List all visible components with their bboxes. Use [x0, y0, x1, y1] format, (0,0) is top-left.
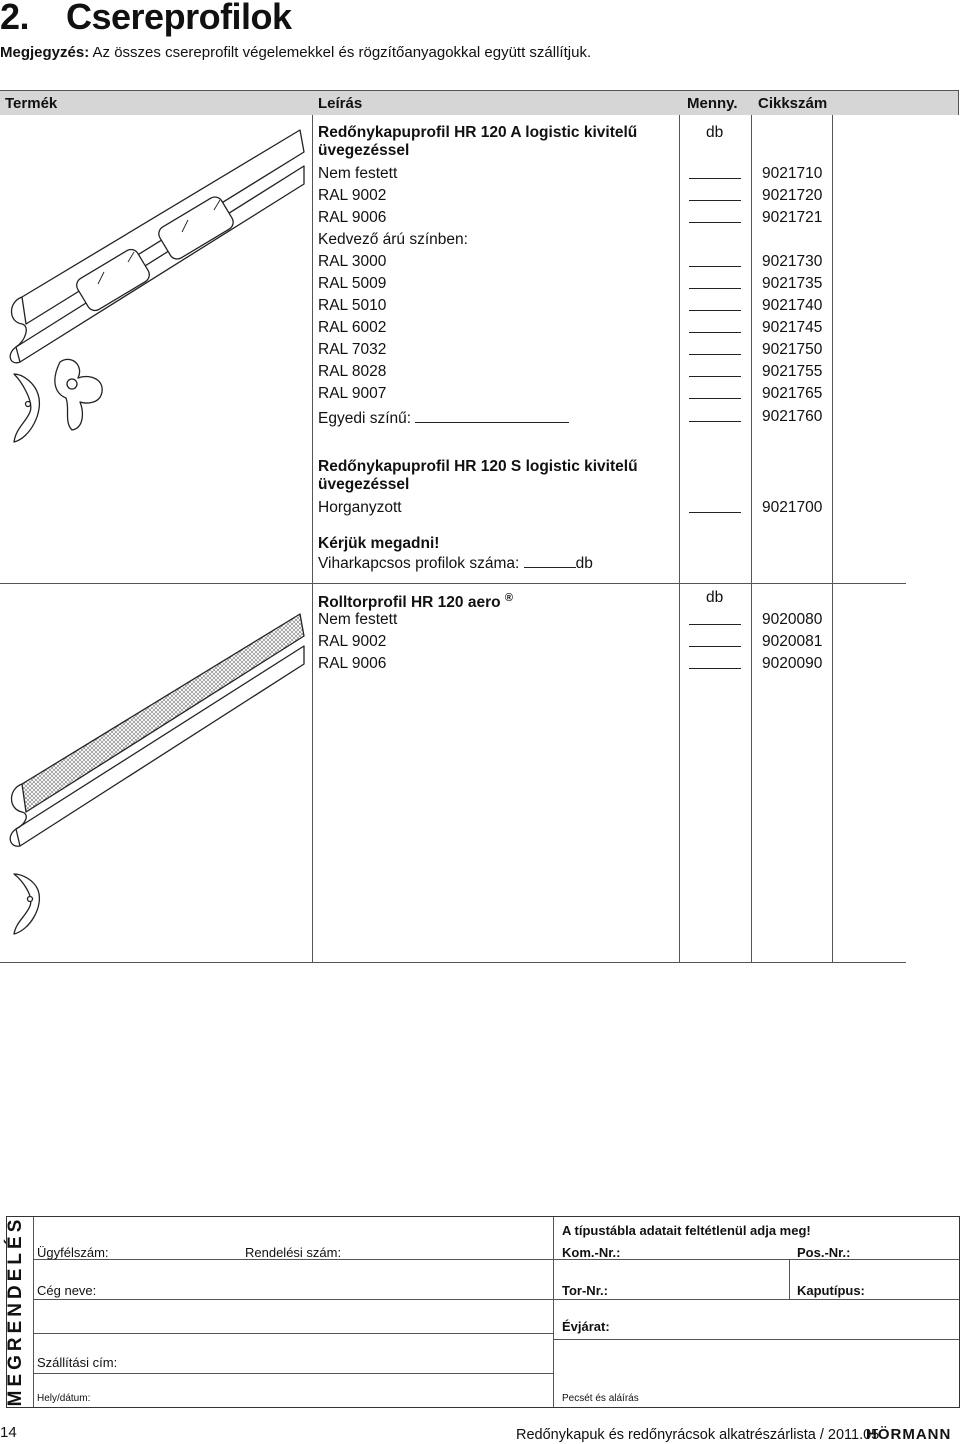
group1-title-line1: Redőnykapuprofil HR 120 A logistic kivitelű: [318, 124, 638, 141]
group2-title-line2: üvegezéssel: [318, 476, 410, 493]
profile-illustration-aero: [0, 584, 312, 944]
group1-quantity-field[interactable]: [689, 207, 741, 223]
group1-row-label: RAL 6002: [318, 319, 387, 336]
form-line: [33, 1333, 553, 1334]
header-description: Leírás: [318, 95, 363, 112]
group3-row-code: 9020081: [762, 633, 823, 650]
storm-text: Viharkapcsos profilok száma:: [318, 555, 520, 572]
group1-unit: db: [706, 124, 724, 141]
group1-quantity-field[interactable]: [689, 383, 741, 399]
group2-quantity-field[interactable]: [689, 497, 741, 513]
plate-note: A típustábla adatait feltétlenül adja meg!: [562, 1223, 811, 1238]
group3-quantity-field[interactable]: [689, 653, 741, 669]
custom-color-field[interactable]: [415, 408, 569, 423]
group2-title-line1: Redőnykapuprofil HR 120 S logistic kivitelű: [318, 458, 638, 475]
group2-row-code: 9021700: [762, 499, 823, 516]
custom-color-label: Egyedi színű:: [318, 410, 412, 427]
pos-nr-label: Pos.-Nr.:: [797, 1245, 851, 1260]
delivery-address-label: Szállítási cím:: [37, 1355, 118, 1370]
group3-title: [318, 589, 513, 612]
storm-profile-count: [318, 553, 593, 573]
request-note: Kérjük megadni!: [318, 535, 440, 552]
group1-row-label: RAL 3000: [318, 253, 387, 270]
group3-row-label: RAL 9006: [318, 655, 387, 672]
column-divider-3: [751, 115, 752, 963]
header-product: Termék: [5, 95, 58, 112]
header-quantity: Menny.: [687, 95, 738, 112]
column-divider-4: [832, 115, 833, 963]
group3-quantity-field[interactable]: [689, 631, 741, 647]
section-title: Csereprofilok: [66, 0, 292, 37]
group1-quantity-field[interactable]: [689, 251, 741, 267]
group3-quantity-field[interactable]: [689, 609, 741, 625]
group1-quantity-field[interactable]: [689, 163, 741, 179]
section-number: 2.: [0, 0, 30, 37]
group1-row-label: RAL 5009: [318, 275, 387, 292]
group2-row-label: Horganyzott: [318, 499, 402, 516]
group1-row-code: 9021721: [762, 209, 823, 226]
group1-title-line2: üvegezéssel: [318, 142, 410, 159]
group1-quantity-field[interactable]: [689, 317, 741, 333]
group1-row-code: 9021720: [762, 187, 823, 204]
group1-row-label: RAL 9006: [318, 209, 387, 226]
form-right-divider: [789, 1259, 790, 1299]
page-number: 14: [0, 1424, 17, 1441]
door-type-label: Kaputípus:: [797, 1283, 865, 1298]
note-label: Megjegyzés:: [0, 44, 90, 61]
group1-row-code: 9021735: [762, 275, 823, 292]
group3-row-label: Nem festett: [318, 611, 398, 628]
group1-subheading: Kedvező árú színben:: [318, 231, 468, 248]
table-bottom-line: [0, 962, 906, 963]
vertical-label-text: MEGRENDELÉS: [5, 1215, 26, 1407]
group1-quantity-field[interactable]: [689, 185, 741, 201]
stamp-signature-label: Pecsét és aláírás: [562, 1393, 639, 1404]
header-code: Cikkszám: [758, 95, 828, 112]
order-form: [6, 1216, 960, 1408]
customer-number-label: Ügyfélszám:: [37, 1245, 109, 1260]
group1-row-code: 9021740: [762, 297, 823, 314]
group3-row-code: 9020090: [762, 655, 823, 672]
group1-row-code: 9021750: [762, 341, 823, 358]
group1-quantity-field[interactable]: [689, 273, 741, 289]
storm-unit: db: [575, 555, 593, 572]
group1-row-code: 9021730: [762, 253, 823, 270]
page-title: [0, 0, 292, 38]
form-line: [553, 1339, 959, 1340]
column-divider-2: [679, 115, 680, 963]
group1-quantity-field[interactable]: [689, 295, 741, 311]
form-left-divider: [33, 1217, 34, 1407]
order-number-label: Rendelési szám:: [245, 1245, 342, 1260]
group1-row-label: RAL 9002: [318, 187, 387, 204]
tor-nr-label: Tor-Nr.:: [562, 1283, 608, 1298]
form-line: [33, 1299, 959, 1300]
hormann-logo: HÖRMANN: [866, 1426, 952, 1443]
group3-title-text: Rolltorprofil HR 120 aero: [318, 594, 501, 612]
place-date-label: Hely/dátum:: [37, 1393, 91, 1404]
year-label: Évjárat:: [562, 1319, 610, 1334]
group3-unit: db: [706, 589, 724, 606]
group1-row-code: 9021765: [762, 385, 823, 402]
group1-quantity-field[interactable]: [689, 406, 741, 422]
column-divider-1: [312, 115, 313, 963]
group1-row-label: RAL 8028: [318, 363, 387, 380]
group1-custom-color: [318, 408, 569, 428]
group1-row-label: Nem festett: [318, 165, 398, 182]
group3-row-code: 9020080: [762, 611, 823, 628]
group1-row-code: 9021755: [762, 363, 823, 380]
company-label: Cég neve:: [37, 1283, 97, 1298]
kom-nr-label: Kom.-Nr.:: [562, 1245, 621, 1260]
group1-row-label: RAL 7032: [318, 341, 387, 358]
note: [0, 44, 591, 61]
footer-text: Redőnykapuk és redőnyrácsok alkatrészárlista / 2011.05: [516, 1427, 880, 1443]
storm-count-field[interactable]: [524, 553, 576, 568]
registered-mark: ®: [504, 592, 514, 604]
group1-row-code: 9021745: [762, 319, 823, 336]
group3-row-label: RAL 9002: [318, 633, 387, 650]
group1-quantity-field[interactable]: [689, 339, 741, 355]
form-mid-divider: [553, 1217, 554, 1407]
group1-row-code: 9021710: [762, 165, 823, 182]
group1-row-code: 9021760: [762, 408, 823, 425]
form-line: [33, 1373, 553, 1374]
header-right-edge: [958, 90, 959, 115]
group1-row-label: RAL 9007: [318, 385, 387, 402]
group1-quantity-field[interactable]: [689, 361, 741, 377]
profile-illustration-glazed: [0, 112, 312, 462]
note-text: Az összes csereprofilt végelemekkel és rögzítőanyagokkal együtt szállítjuk.: [92, 44, 592, 61]
group1-row-label: RAL 5010: [318, 297, 387, 314]
